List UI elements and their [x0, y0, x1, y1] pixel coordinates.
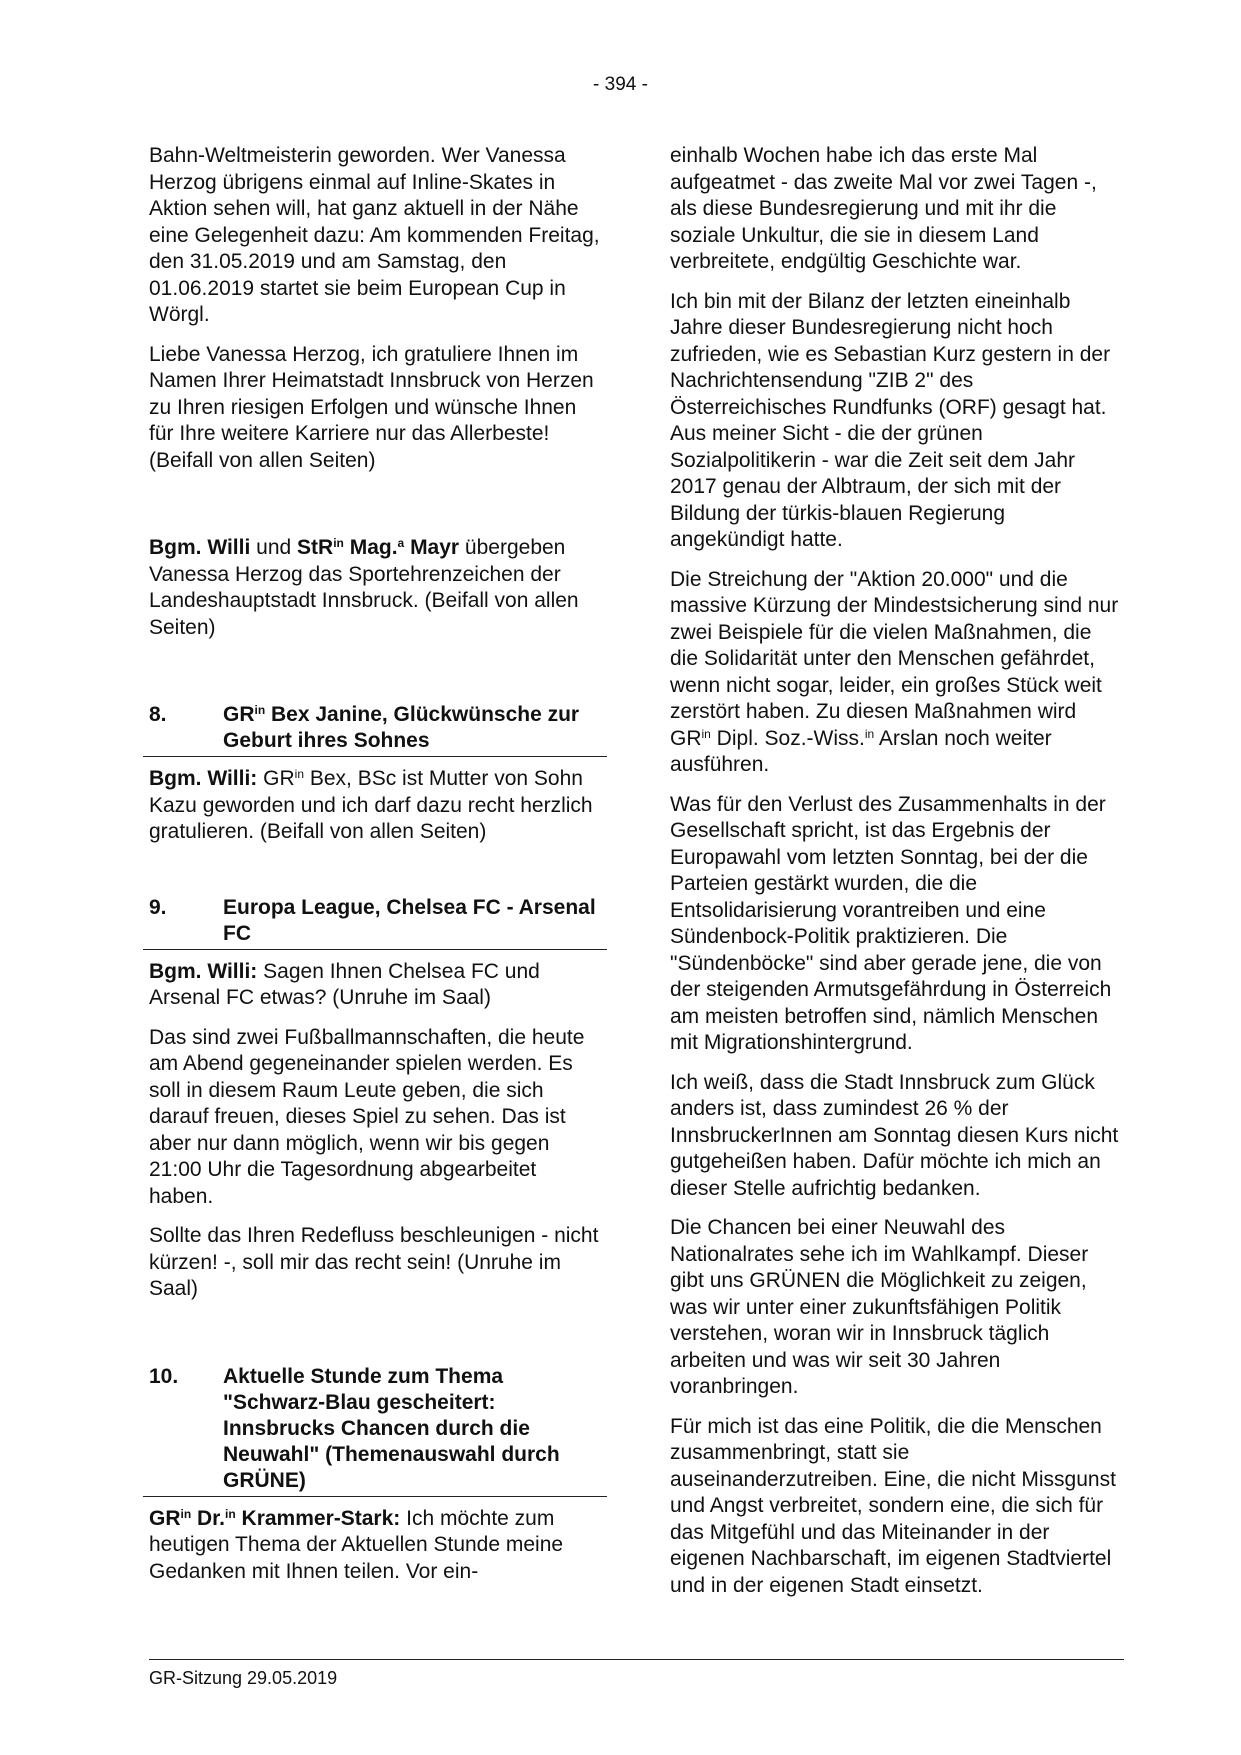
- speaker-name: StR$^{in}$ Mag.$^a$ Mayr: [297, 536, 460, 559]
- agenda-item-8: [143, 702, 607, 757]
- paragraph: einhalb Wochen habe ich das erste Mal aufgeatmet - das zweite Mal vor zwei Tagen -, als diese Bundesregierung und mit ihr die soziale Unkultur, die sie in diesem Land verbreitete, endgültig Geschichte war.: [670, 144, 1097, 273]
- page-number: - 394 -: [593, 74, 648, 95]
- paragraph: Das sind zwei Fußballmannschaften, die heute am Abend gegeneinander spielen werden. Es soll in diesem Raum Leute geben, die sich darauf freuen, dieses Spiel zu sehen. Das ist aber nur dann möglich, wenn wir bis gegen 21:00 Uhr die Tagesordnung abgearbeitet haben.: [149, 1025, 585, 1208]
- paragraph: Bahn-Weltmeisterin geworden. Wer Vanessa Herzog übrigens einmal auf Inline-Skates in Aktion sehen will, hat ganz aktuell in der Nähe eine Gelegenheit dazu: Am kommenden Freitag, den 31.05.2019 und am Samstag, den 01.06.2019 startet sie beim European Cup in Wörgl.: [149, 144, 600, 326]
- agenda-item-9: [143, 895, 607, 950]
- paragraph: Liebe Vanessa Herzog, ich gratuliere Ihnen im Namen Ihrer Heimatstadt Innsbruck von Herzen zu Ihren riesigen Erfolgen und wünsche Ihnen für Ihre weitere Karriere nur das Allerbeste! (Beifall von allen Seiten): [149, 342, 594, 472]
- agenda-item-10: [143, 1364, 607, 1497]
- item-title: $GR^{in}$ Bex Janine, Glückwünsche zur Geburt ihres Sohnes: [223, 703, 580, 752]
- item-title: Europa League, Chelsea FC - Arsenal FC: [223, 895, 596, 945]
- footer-text: GR-Sitzung 29.05.2019: [149, 1668, 338, 1688]
- paragraph: Ich bin mit der Bilanz der letzten eineinhalb Jahre dieser Bundesregierung nicht hoch zufrieden, wie es Sebastian Kurz gestern in der Nachrichtensendung "ZIB 2" des Österreichisches Rundfunks (ORF) gesagt hat. Aus meiner Sicht - die der grünen Sozialpolitikerin - war die Zeit seit dem Jahr 2017 genau der Albtraum, der sich mit der Bildung der türkis-blauen Regierung angekündigt hatte.: [670, 289, 1111, 551]
- right-column: [670, 143, 1120, 1612]
- speaker-name: Bgm. Willi:: [149, 767, 258, 790]
- item-number: 10.: [149, 1364, 179, 1388]
- paragraph: Bgm. Willi: Sagen Ihnen Chelsea FC und Arsenal FC etwas? (Unruhe im Saal): [149, 959, 540, 1009]
- paragraph: Für mich ist das eine Politik, die die Menschen zusammenbringt, statt sie auseinanderzutreiben. Eine, die nicht Missgunst und Angst verbreitet, sondern eine, die sich für das Mitgefühl und das Miteinander in der eigenen Nachbarschaft, im eigenen Stadtviertel und in der eigenen Stadt einsetzt.: [670, 1414, 1116, 1597]
- item-title: Aktuelle Stunde zum Thema "Schwarz-Blau gescheitert: Innsbrucks Chancen durch die Neuwahl" (Themenauswahl durch GRÜNE): [223, 1364, 560, 1492]
- item-number: 9.: [149, 895, 167, 919]
- speaker-name: Bgm. Willi:: [149, 959, 258, 983]
- speaker-name: Bgm. Willi: [149, 536, 251, 559]
- item-number: 8.: [149, 703, 167, 726]
- paragraph: Bgm. Willi und StR$^{in}$ Mag.$^a$ Mayr übergeben Vanessa Herzog das Sportehrenzeichen der Landeshauptstadt Innsbruck. (Beifall von allen Seiten): [149, 536, 579, 639]
- paragraph: Die Streichung der "Aktion 20.000" und die massive Kürzung der Mindestsicherung sind nur zwei Beispiele für die vielen Maßnahmen, die die Solidarität unter den Menschen gefährdet, wenn nicht sogar, leider, ein großes Stück weit zerstört haben. Zu diesen Maßnahmen wird $GR^{in}$ Dipl. Soz.-Wiss.$^{in}$ Arslan noch weiter ausführen.: [670, 567, 1119, 776]
- paragraph: Sollte das Ihren Redefluss beschleunigen - nicht kürzen! -, soll mir das recht sein! (Unruhe im Saal): [149, 1224, 599, 1300]
- footer-divider: [149, 1659, 1124, 1660]
- paragraph: Die Chancen bei einer Neuwahl des Nationalrates sehe ich im Wahlkampf. Dieser gibt uns GRÜNEN die Möglichkeit zu zeigen, was wir unter einer zukunftsfähigen Politik verstehen, woran wir in Innsbruck täglich arbeiten und was wir seit 30 Jahren voranbringen.: [670, 1216, 1089, 1398]
- speaker-name: $GR^{in}$ Dr.$^{in}$ Krammer-Stark:: [149, 1506, 401, 1530]
- paragraph: Was für den Verlust des Zusammenhalts in der Gesellschaft spricht, ist das Ergebnis der Europawahl vom letzten Sonntag, bei der die Parteien gestärkt wurden, die die Entsolidarisierung vorantreiben und eine Sündenbock-Politik praktizieren. Die "Sündenböcke" sind aber gerade jene, die von der steigenden Armutsgefährdung in Österreich am meisten betroffen sind, nämlich Menschen mit Migrationshintergrund.: [670, 792, 1112, 1054]
- paragraph: $GR^{in}$ Dr.$^{in}$ Krammer-Stark: Ich möchte zum heutigen Thema der Aktuellen Stunde meine Gedanken mit Ihnen teilen. Vor ein-: [149, 1506, 564, 1583]
- paragraph: Ich weiß, dass die Stadt Innsbruck zum Glück anders ist, dass zumindest 26 % der InnsbruckerInnen am Sonntag diesen Kurs nicht gutgeheißen haben. Dafür möchte ich mich an dieser Stelle aufrichtig bedanken.: [670, 1070, 1119, 1200]
- left-column: [149, 143, 601, 1598]
- paragraph: Bgm. Willi: $GR^{in}$ Bex, BSc ist Mutter von Sohn Kazu geworden und ich darf dazu recht herzlich gratulieren. (Beifall von allen Seiten): [149, 767, 593, 843]
